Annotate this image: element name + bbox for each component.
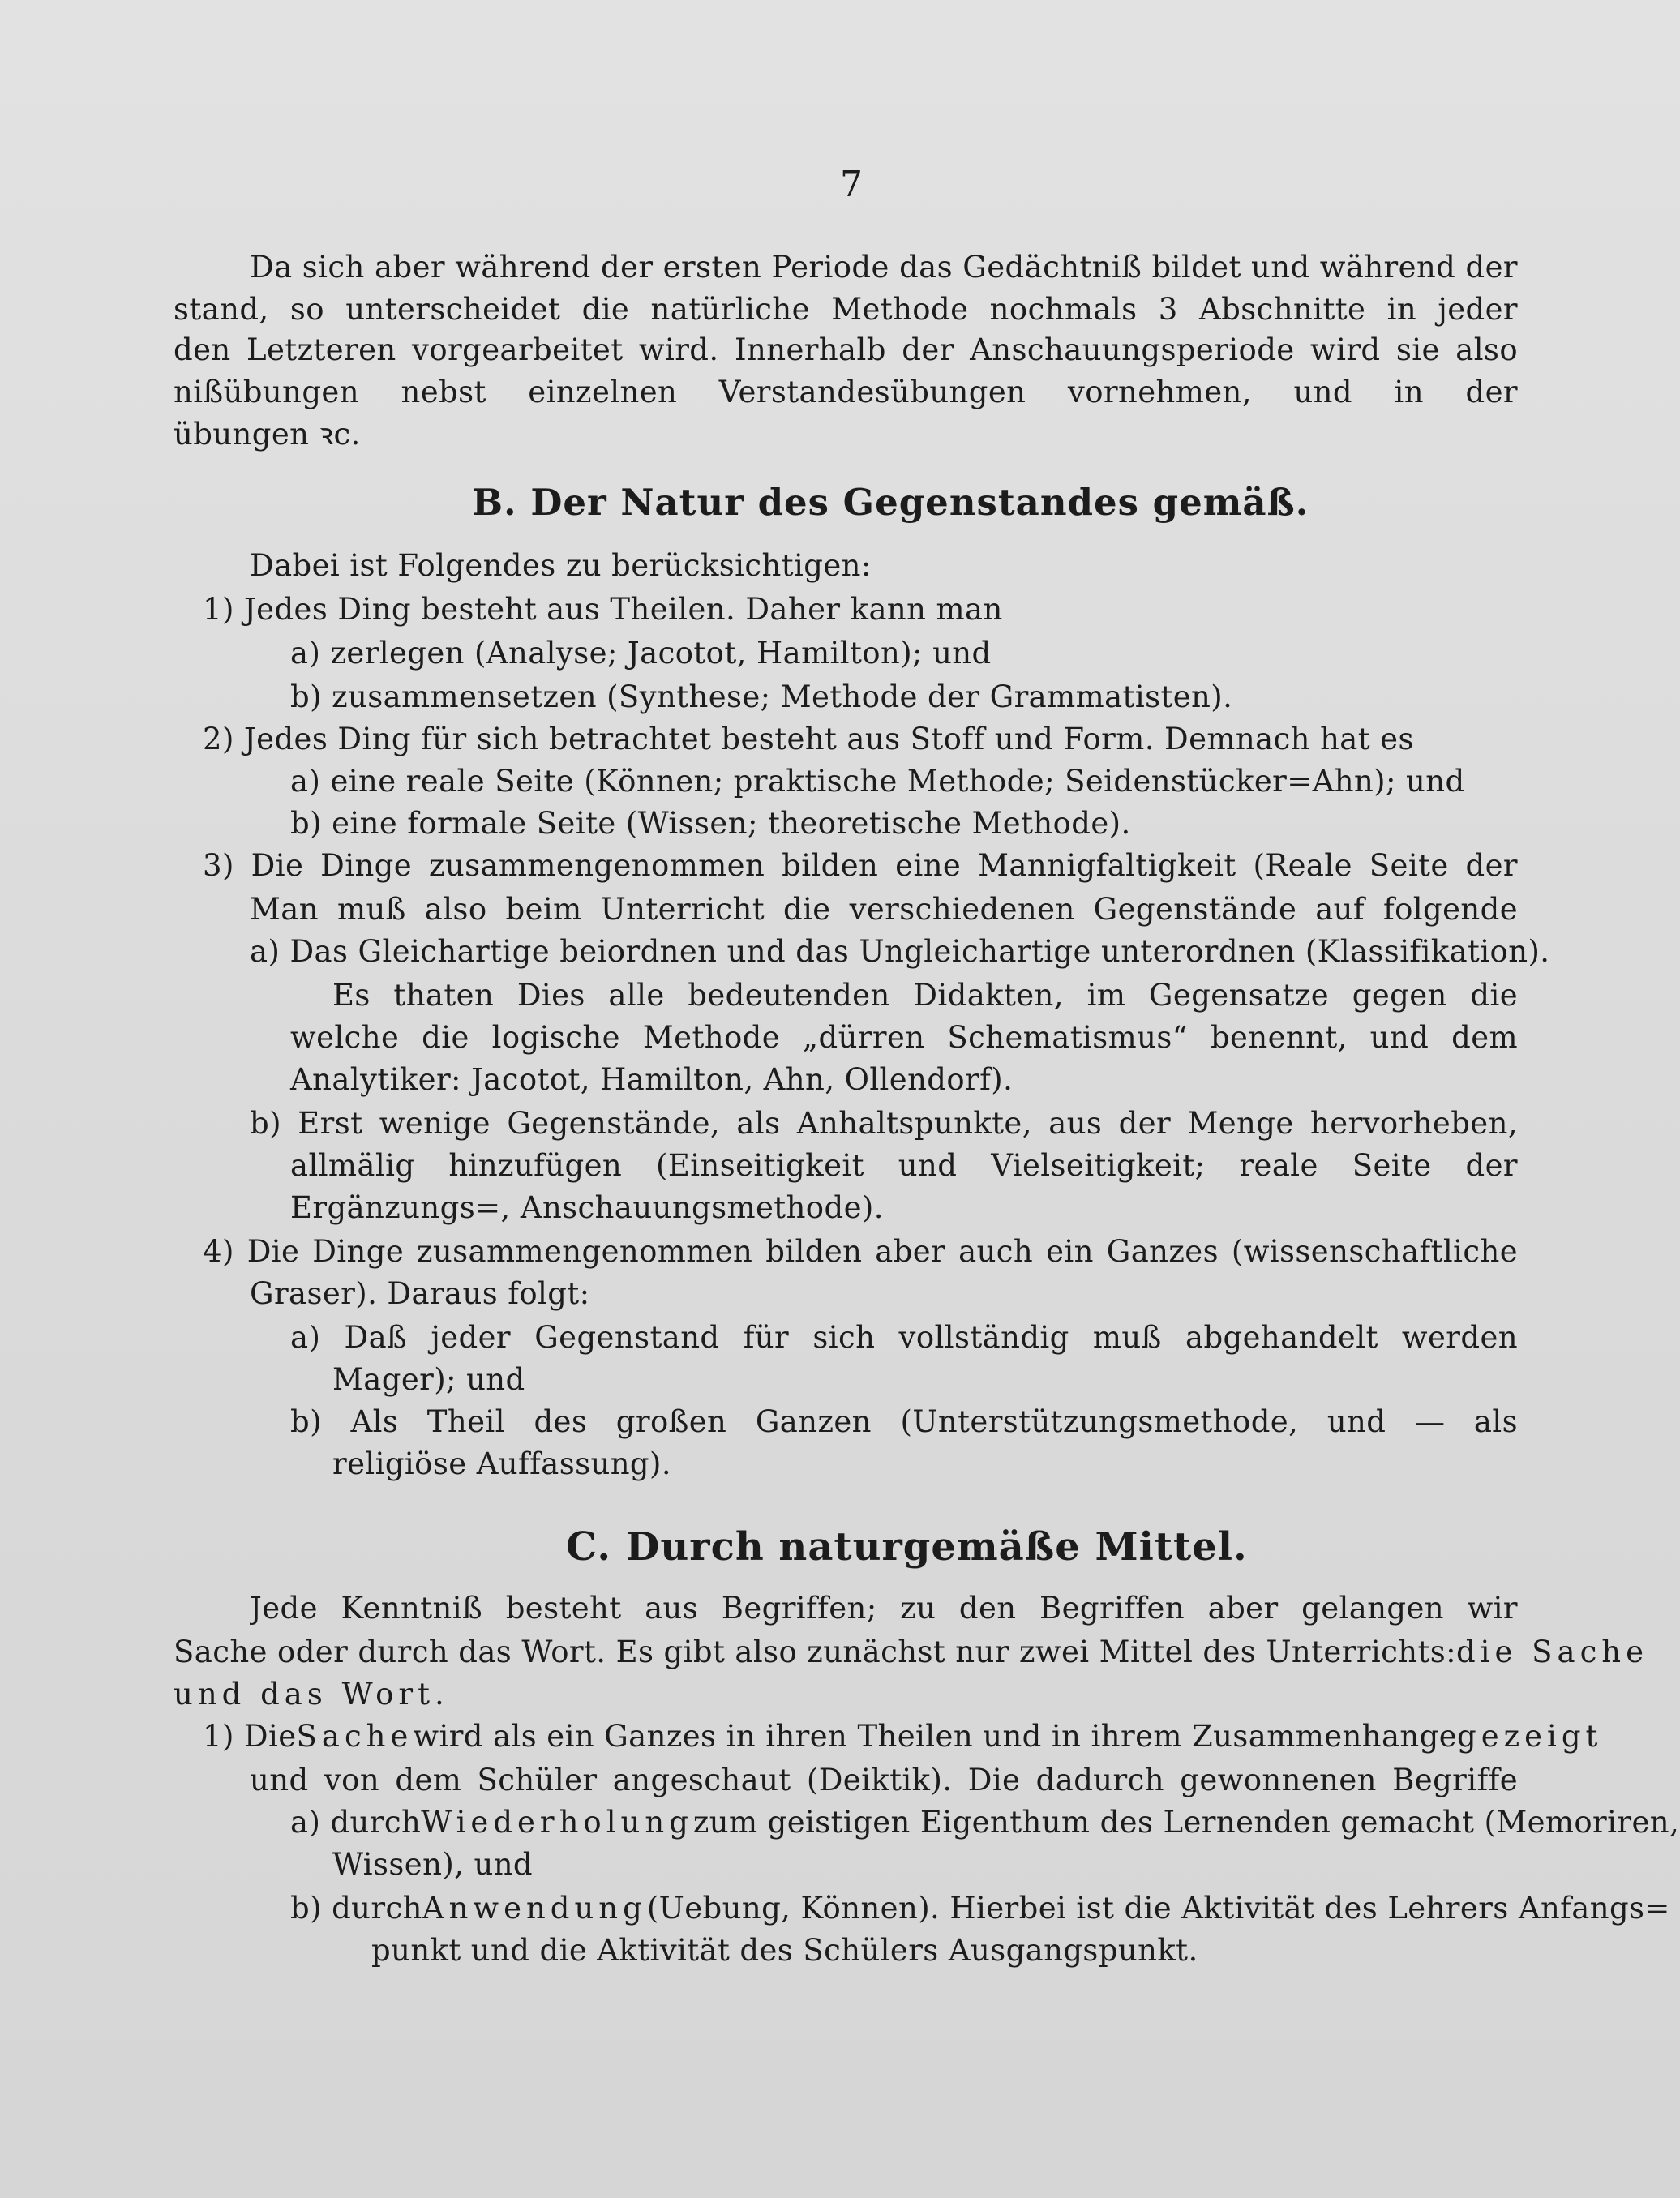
intro-line: nißübungen nebst einzelnen Verstandesübungen vornehmen, und in der bbox=[174, 375, 1518, 409]
intro-line: den Letzteren vorgearbeitet wird. Innerhalb der Anschauungsperiode wird sie also bbox=[174, 332, 1518, 367]
page-number: 7 bbox=[840, 164, 863, 205]
section-b-item-3a-note: Analytiker: Jacotot, Hamilton, Ahn, Ollendorf). bbox=[290, 1062, 1014, 1097]
section-c-paragraph-line: Jede Kenntniß besteht aus Begriffen; zu den Begriffen aber gelangen wir bbox=[250, 1591, 1518, 1626]
section-b-item-3a-note: welche die logische Methode „dürren Schematismus“ benennt, und dem bbox=[290, 1020, 1518, 1055]
section-b-item-2a: a) eine reale Seite (Können; praktische Methode; Seidenstücker=Ahn); und bbox=[290, 764, 1465, 799]
section-c-heading: C. Durch naturgemäße Mittel. bbox=[566, 1524, 1248, 1570]
section-b-item-4-cont: Graser). Daraus folgt: bbox=[250, 1276, 590, 1311]
section-c-text: (Uebung, Können). Hierbei ist die Aktivität des Lehrers Anfangs= bbox=[646, 1891, 1670, 1926]
section-c-text: Sache oder durch das Wort. Es gibt also zunächst nur zwei Mittel des Unterrichts: bbox=[174, 1635, 1456, 1669]
section-c-emphasis: die Sache bbox=[1456, 1635, 1649, 1669]
intro-line: übungen ꝛc. bbox=[174, 417, 361, 452]
section-b-item-3a-note: Es thaten Dies alle bedeutenden Didakten, im Gegensatze gegen die bbox=[332, 978, 1518, 1013]
section-b-item-2b: b) eine formale Seite (Wissen; theoretische Methode). bbox=[290, 806, 1131, 841]
section-c-text: 1) Die bbox=[203, 1719, 297, 1754]
section-b-item-2: 2) Jedes Ding für sich betrachtet besteht aus Stoff und Form. Demnach hat es bbox=[203, 722, 1414, 756]
section-c-paragraph-line bbox=[174, 1633, 1649, 1672]
section-b-item-1b: b) zusammensetzen (Synthese; Methode der Grammatisten). bbox=[290, 679, 1233, 714]
section-c-item-1b-cont: punkt und die Aktivität des Schülers Ausgangspunkt. bbox=[371, 1933, 1198, 1968]
section-c-text: zum geistigen Eigenthum des Lernenden gemacht (Memoriren, bbox=[692, 1805, 1680, 1840]
section-b-item-3: 3) Die Dinge zusammengenommen bilden eine Mannigfaltigkeit (Reale Seite der bbox=[203, 848, 1518, 883]
section-b-item-4b-cont: religiöse Auffassung). bbox=[332, 1446, 672, 1481]
section-b-item-4: 4) Die Dinge zusammengenommen bilden aber auch ein Ganzes (wissenschaftliche bbox=[203, 1234, 1518, 1269]
section-b-heading: B. Der Natur des Gegenstandes gemäß. bbox=[472, 481, 1309, 524]
section-c-item-1a-cont: Wissen), und bbox=[332, 1847, 534, 1882]
section-b-item-3b: b) Erst wenige Gegenstände, als Anhaltspunkte, aus der Menge hervorheben, bbox=[250, 1106, 1518, 1141]
section-b-item-3b-cont: allmälig hinzufügen (Einseitigkeit und Vielseitigkeit; reale Seite der bbox=[290, 1148, 1518, 1183]
section-c-emphasis: Sache bbox=[296, 1719, 414, 1754]
section-b-item-4a: a) Daß jeder Gegenstand für sich vollständig muß abgehandelt werden bbox=[290, 1320, 1518, 1355]
section-c-text: wird als ein Ganzes in ihren Theilen und in ihrem Zusammenhange bbox=[413, 1719, 1458, 1754]
section-c-item-1 bbox=[203, 1717, 1603, 1756]
section-c-emphasis: gezeigt bbox=[1457, 1719, 1603, 1754]
section-c-item-1a bbox=[290, 1803, 1680, 1842]
section-c-emphasis: Wiederholung bbox=[421, 1805, 693, 1840]
section-c-paragraph-line: und das Wort. bbox=[174, 1677, 449, 1712]
section-c-text: b) durch bbox=[290, 1891, 422, 1926]
section-b-intro: Dabei ist Folgendes zu berücksichtigen: bbox=[250, 548, 872, 583]
section-b-item-4a-cont: Mager); und bbox=[332, 1362, 525, 1397]
section-c-item-1b bbox=[290, 1889, 1670, 1928]
section-c-item-1-cont: und von dem Schüler angeschaut (Deiktik). Die dadurch gewonnenen Begriffe bbox=[250, 1763, 1518, 1797]
section-c-emphasis: Anwendung bbox=[422, 1891, 647, 1926]
intro-line: Da sich aber während der ersten Periode das Gedächtniß bildet und während der bbox=[250, 250, 1518, 285]
section-b-item-1: 1) Jedes Ding besteht aus Theilen. Daher kann man bbox=[203, 592, 1003, 627]
section-b-item-3b-cont: Ergänzungs=, Anschauungsmethode). bbox=[290, 1190, 884, 1225]
section-b-item-1a: a) zerlegen (Analyse; Jacotot, Hamilton); und bbox=[290, 636, 992, 671]
section-b-item-3-cont: Man muß also beim Unterricht die verschiedenen Gegenstände auf folgende bbox=[250, 892, 1518, 927]
section-b-item-4b: b) Als Theil des großen Ganzen (Unterstützungsmethode, und — als bbox=[290, 1404, 1518, 1439]
intro-line: stand, so unterscheidet die natürliche Methode nochmals 3 Abschnitte in jeder bbox=[174, 292, 1518, 327]
section-c-text: a) durch bbox=[290, 1805, 422, 1840]
section-b-item-3a: a) Das Gleichartige beiordnen und das Ungleichartige unterordnen (Klassifikation). bbox=[250, 934, 1550, 969]
